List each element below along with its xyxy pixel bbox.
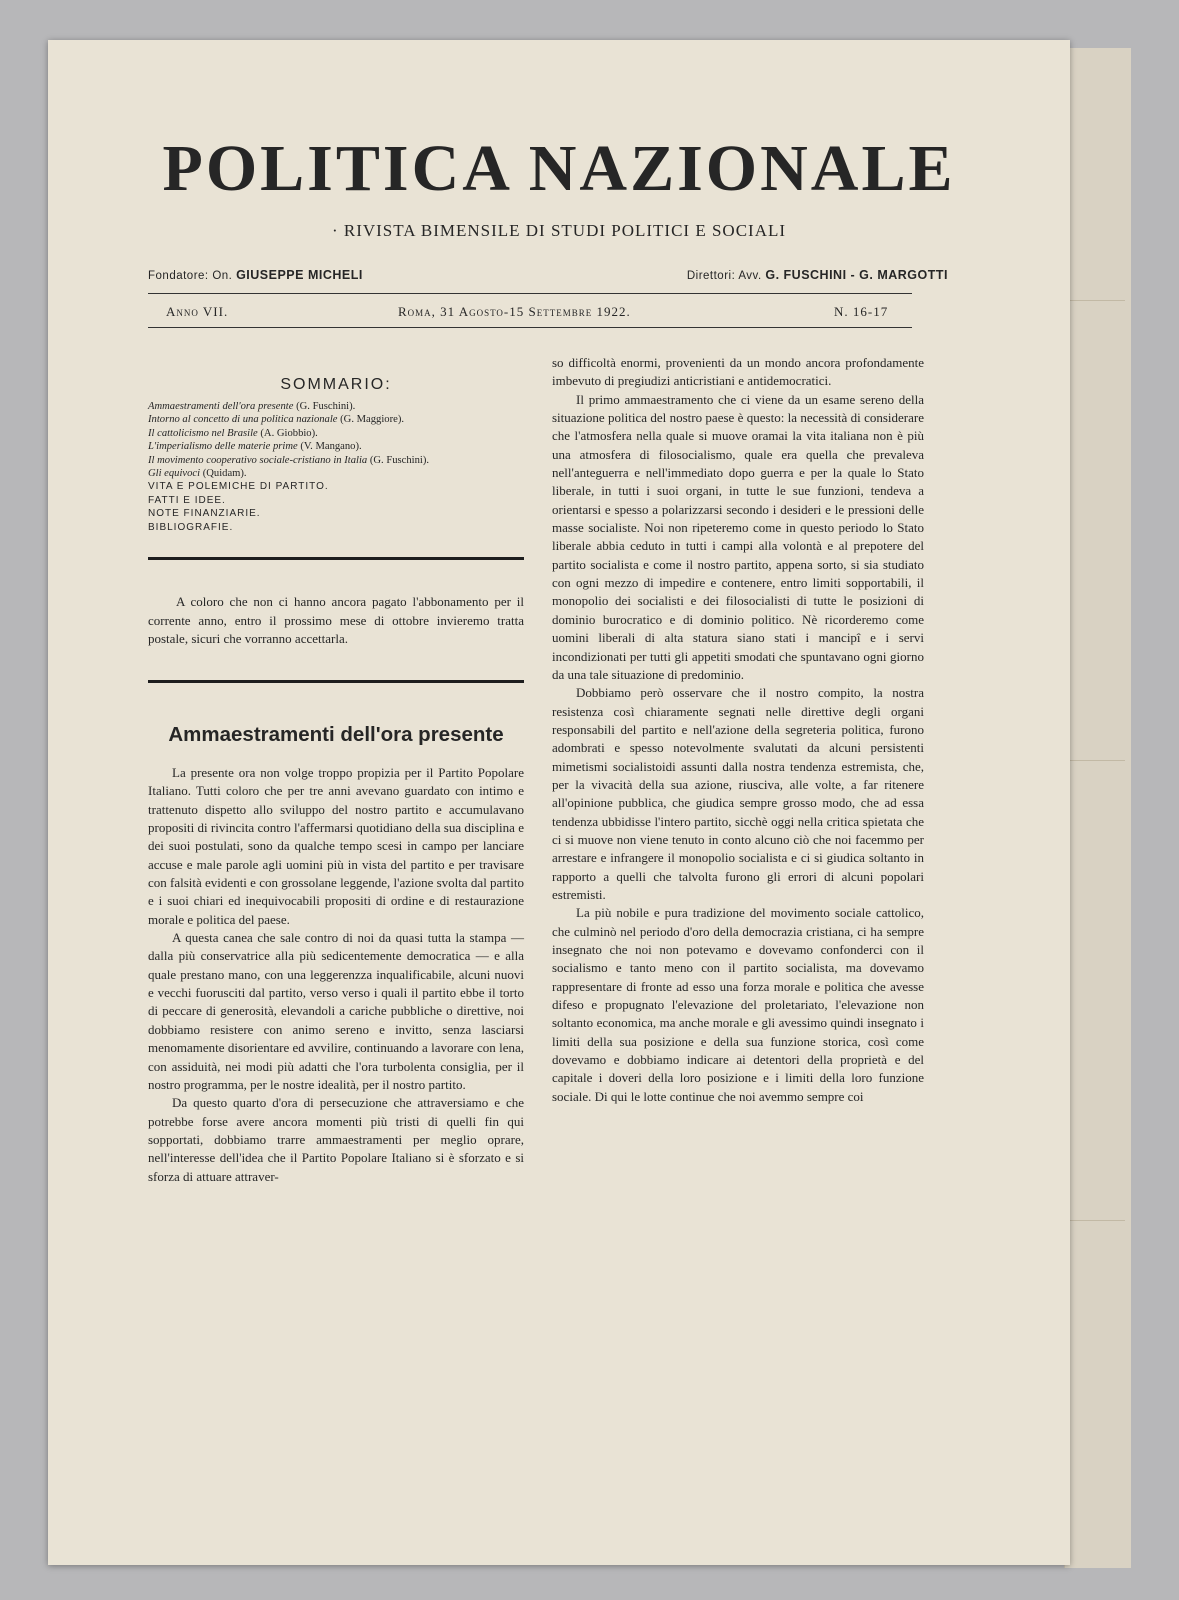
- directors-line: [687, 269, 948, 283]
- journal-page: [48, 40, 1070, 1565]
- article-paragraph: Da questo quarto d'ora di persecuzione che attraversiamo e che potrebbe forse avere ancora momenti più tristi di quelli fin qui sopportati, dobbiamo trarre ammaestramenti per meglio oprare, nell'interesse dell'idea che il Partito Popolare Italiano si è sforzato e si sforza di attuare attraver-: [148, 1095, 524, 1184]
- toc-entry-title: Ammaestramenti dell'ora presente: [148, 401, 294, 412]
- toc-entry-author: (A. Giobbio).: [260, 427, 318, 439]
- article-paragraph: Il primo ammaestramento che ci viene da un esame sereno della situazione politica del nostro paese è questo: la necessità di considerare che l'atmosfera nella quale si muove oramai la vita italiana non è più una atmosfera di filosocialismo, quale era quella che prevaleva nell'anteguerra e nell'immediato dopo guerra e per la quale lo Stato liberale, in tutti i suoi organi, in tutte le sue funzioni, tendeva a orientarsi e spesso a polarizzarsi secondo i desideri e le pressioni delle masse socialiste. Noi non ripeteremo come in questo periodo lo Stato liberale abbia ceduto in tutti i campi alla volontà e al prepotere del partito socialista e come il nostro partito, appena sorto, si sia studiato con ogni mezzo di impedire e contenere, entro limiti sopportabili, il monopolio dei socialisti e dei filosocialisti di tutte le posizioni di dominio burocratico e di dominio politico. Nè ricorderemo come uomini liberali di alta statura siano stati i mancipî e i servi incondizionati per tutti gli appetiti smodati che spuntavano ogni giorno da una tale situazione di predominio.: [552, 391, 924, 682]
- toc-entry-author: (V. Mangano).: [300, 441, 362, 453]
- toc-entry: [148, 400, 524, 413]
- toc-entry-title: Intorno al concetto di una politica nazionale: [148, 414, 338, 426]
- article-paragraph: Dobbiamo però osservare che il nostro compito, la nostra resistenza così chiaramente segnati nelle direttive degli organi responsabili del partito e nell'azione della segreteria politica, furono adombrati e spesso notevolmente svalutati da alcuni persistenti mimetismi socialistoidi assunti dalla nostra tendenza estremista, che, per la vivacità della sua azione, riusciva, alle volte, a far ritenere all'opinione pubblica, che giudica sempre grosso modo, che ad essa tendenza ubbidisse l'intero partito, sicchè oggi nella critica spietata che ci si muove non viene tenuto in conto alcuno ciò che noi facemmo per arrestare e infrangere il monopolio socialista e ci si giudica soltanto in rapporto a quelli che talvolta furono gli errori di alcuni popolari estremisti.: [552, 685, 924, 902]
- sommario-title: SOMMARIO:: [280, 376, 392, 393]
- article-column-left: [148, 764, 524, 1186]
- issue-rule-bottom: [148, 327, 912, 328]
- article-title: Ammaestramenti dell'ora presente: [168, 723, 504, 746]
- toc-entry-title: L'imperialismo delle materie prime: [148, 441, 298, 453]
- toc-entry: [148, 413, 524, 426]
- toc-entry: [148, 427, 524, 440]
- toc-section: FATTI E IDEE.: [148, 494, 226, 506]
- table-of-contents: [148, 400, 524, 534]
- article-paragraph: A questa canea che sale contro di noi da quasi tutta la stampa — dalla più conservatrice alla più sedicentemente democratica — e alla quale prestano mano, con una leggerenzza inqualificabile, alcuni nuovi e vecchi fuorusciti dal partito, verso verso i quali il partito ebbe il torto di peccare di generosità, elevandoli a cariche pubbliche o direttive, noi dobbiamo resistere con animo sereno e invitto, senza lasciarsi menomamente disorientare ed avvilire, continuando a lavorare con lena, con assiduità, nei modi più adatti che l'ora turbolenta consiglia, per il nostro programma, per le nostre idealità, per il nostro partito.: [148, 930, 524, 1092]
- founder-label: Fondatore: On.: [148, 270, 233, 282]
- toc-entry-title: Gli equivoci: [148, 468, 201, 480]
- founder-name: GIUSEPPE MICHELI: [236, 268, 363, 282]
- article-paragraph: La più nobile e pura tradizione del movimento sociale cattolico, che culminò nel periodo d'oro della democrazia cristiana, ci ha sempre insegnato che noi non potevamo e dovevamo confonderci con il socialismo e tanto meno con il partito socialista, ma dovevamo rappresentare di fronte ad esso una forza morale e politica che avesse difeso e propugnato l'elevazione del proletariato, l'elevazione non soltanto economica, ma anche morale e gli avessimo quindi insegnato i limiti della sua posizione e della sua funzione storica, così come dovevamo e dobbiamo indicare ai detentori della proprietà e del capitale i doveri della loro posizione e i limiti della loro funzione sociale. Di qui le lotte continue che noi avemmo sempre coi: [552, 905, 924, 1104]
- sommario-rule: [148, 557, 524, 560]
- toc-entry-author: (Quidam).: [202, 468, 247, 480]
- masthead-subtitle: · RIVISTA BIMENSILE DI STUDI POLITICI E SOCIALI: [331, 221, 787, 240]
- toc-entry-title: Il cattolicismo nel Brasile: [148, 427, 258, 439]
- directors-names: G. FUSCHINI - G. MARGOTTI: [765, 268, 948, 282]
- toc-section: BIBLIOGRAFIE.: [148, 521, 234, 533]
- directors-label: Direttori: Avv.: [686, 270, 762, 282]
- notice-rule: [148, 680, 524, 683]
- subscription-notice: A coloro che non ci hanno ancora pagato l'abbonamento per il corrente anno, entro il prossimo mese di ottobre invieremo tratta postale, sicuri che vorranno accettarla.: [148, 594, 524, 647]
- toc-entry-author: (G. Fuschini).: [369, 454, 430, 466]
- toc-section: VITA E POLEMICHE DI PARTITO.: [148, 481, 329, 493]
- toc-entry: [148, 467, 524, 480]
- toc-entry: [148, 454, 524, 467]
- stacked-page-edges: [1064, 48, 1131, 1568]
- issue-place-date: Roma, 31 Agosto-15 Settembre 1922.: [398, 304, 631, 319]
- page-edge-line: [1067, 760, 1125, 761]
- article-paragraph: La presente ora non volge troppo propizia per il Partito Popolare Italiano. Tutti coloro che per tre anni avevano guardato con intimo e trattenuto dispetto allo sviluppo del nostro partito e accumulavano propositi di rivincita contro l'affermarsi quotidiano della sua disciplina e dei suoi postulati, sono da qualche tempo scesi in campo per lanciare accuse e male parole agli uomini più in vista del partito e per travisare con falsità evidenti e con grossolane leggende, l'azione svolta dal partito e i suoi chiari ed inequivocabili propositi di ordine e di restaurazione morale e politica del paese.: [148, 765, 524, 927]
- toc-entry-author: (G. Maggiore).: [340, 414, 404, 426]
- article-paragraph: so difficoltà enormi, provenienti da un mondo ancora profondamente imbevuto di pregiudizi anticristiani e antidemocratici.: [552, 355, 924, 389]
- founder-line: [148, 269, 363, 283]
- toc-entry-author: (G. Fuschini).: [296, 401, 356, 412]
- page-edge-line: [1067, 300, 1125, 301]
- toc-entry-title: Il movimento cooperativo sociale-cristiano in Italia: [148, 454, 368, 466]
- page-edge-line: [1067, 1220, 1125, 1221]
- issue-rule-top: [148, 293, 912, 294]
- issue-number: N. 16-17: [834, 304, 889, 319]
- article-column-right: [552, 354, 924, 1106]
- toc-entry: [148, 440, 524, 453]
- issue-year: Anno VII.: [166, 304, 229, 319]
- toc-section: NOTE FINANZIARIE.: [148, 508, 261, 520]
- masthead-title: POLITICA NAZIONALE: [162, 132, 956, 205]
